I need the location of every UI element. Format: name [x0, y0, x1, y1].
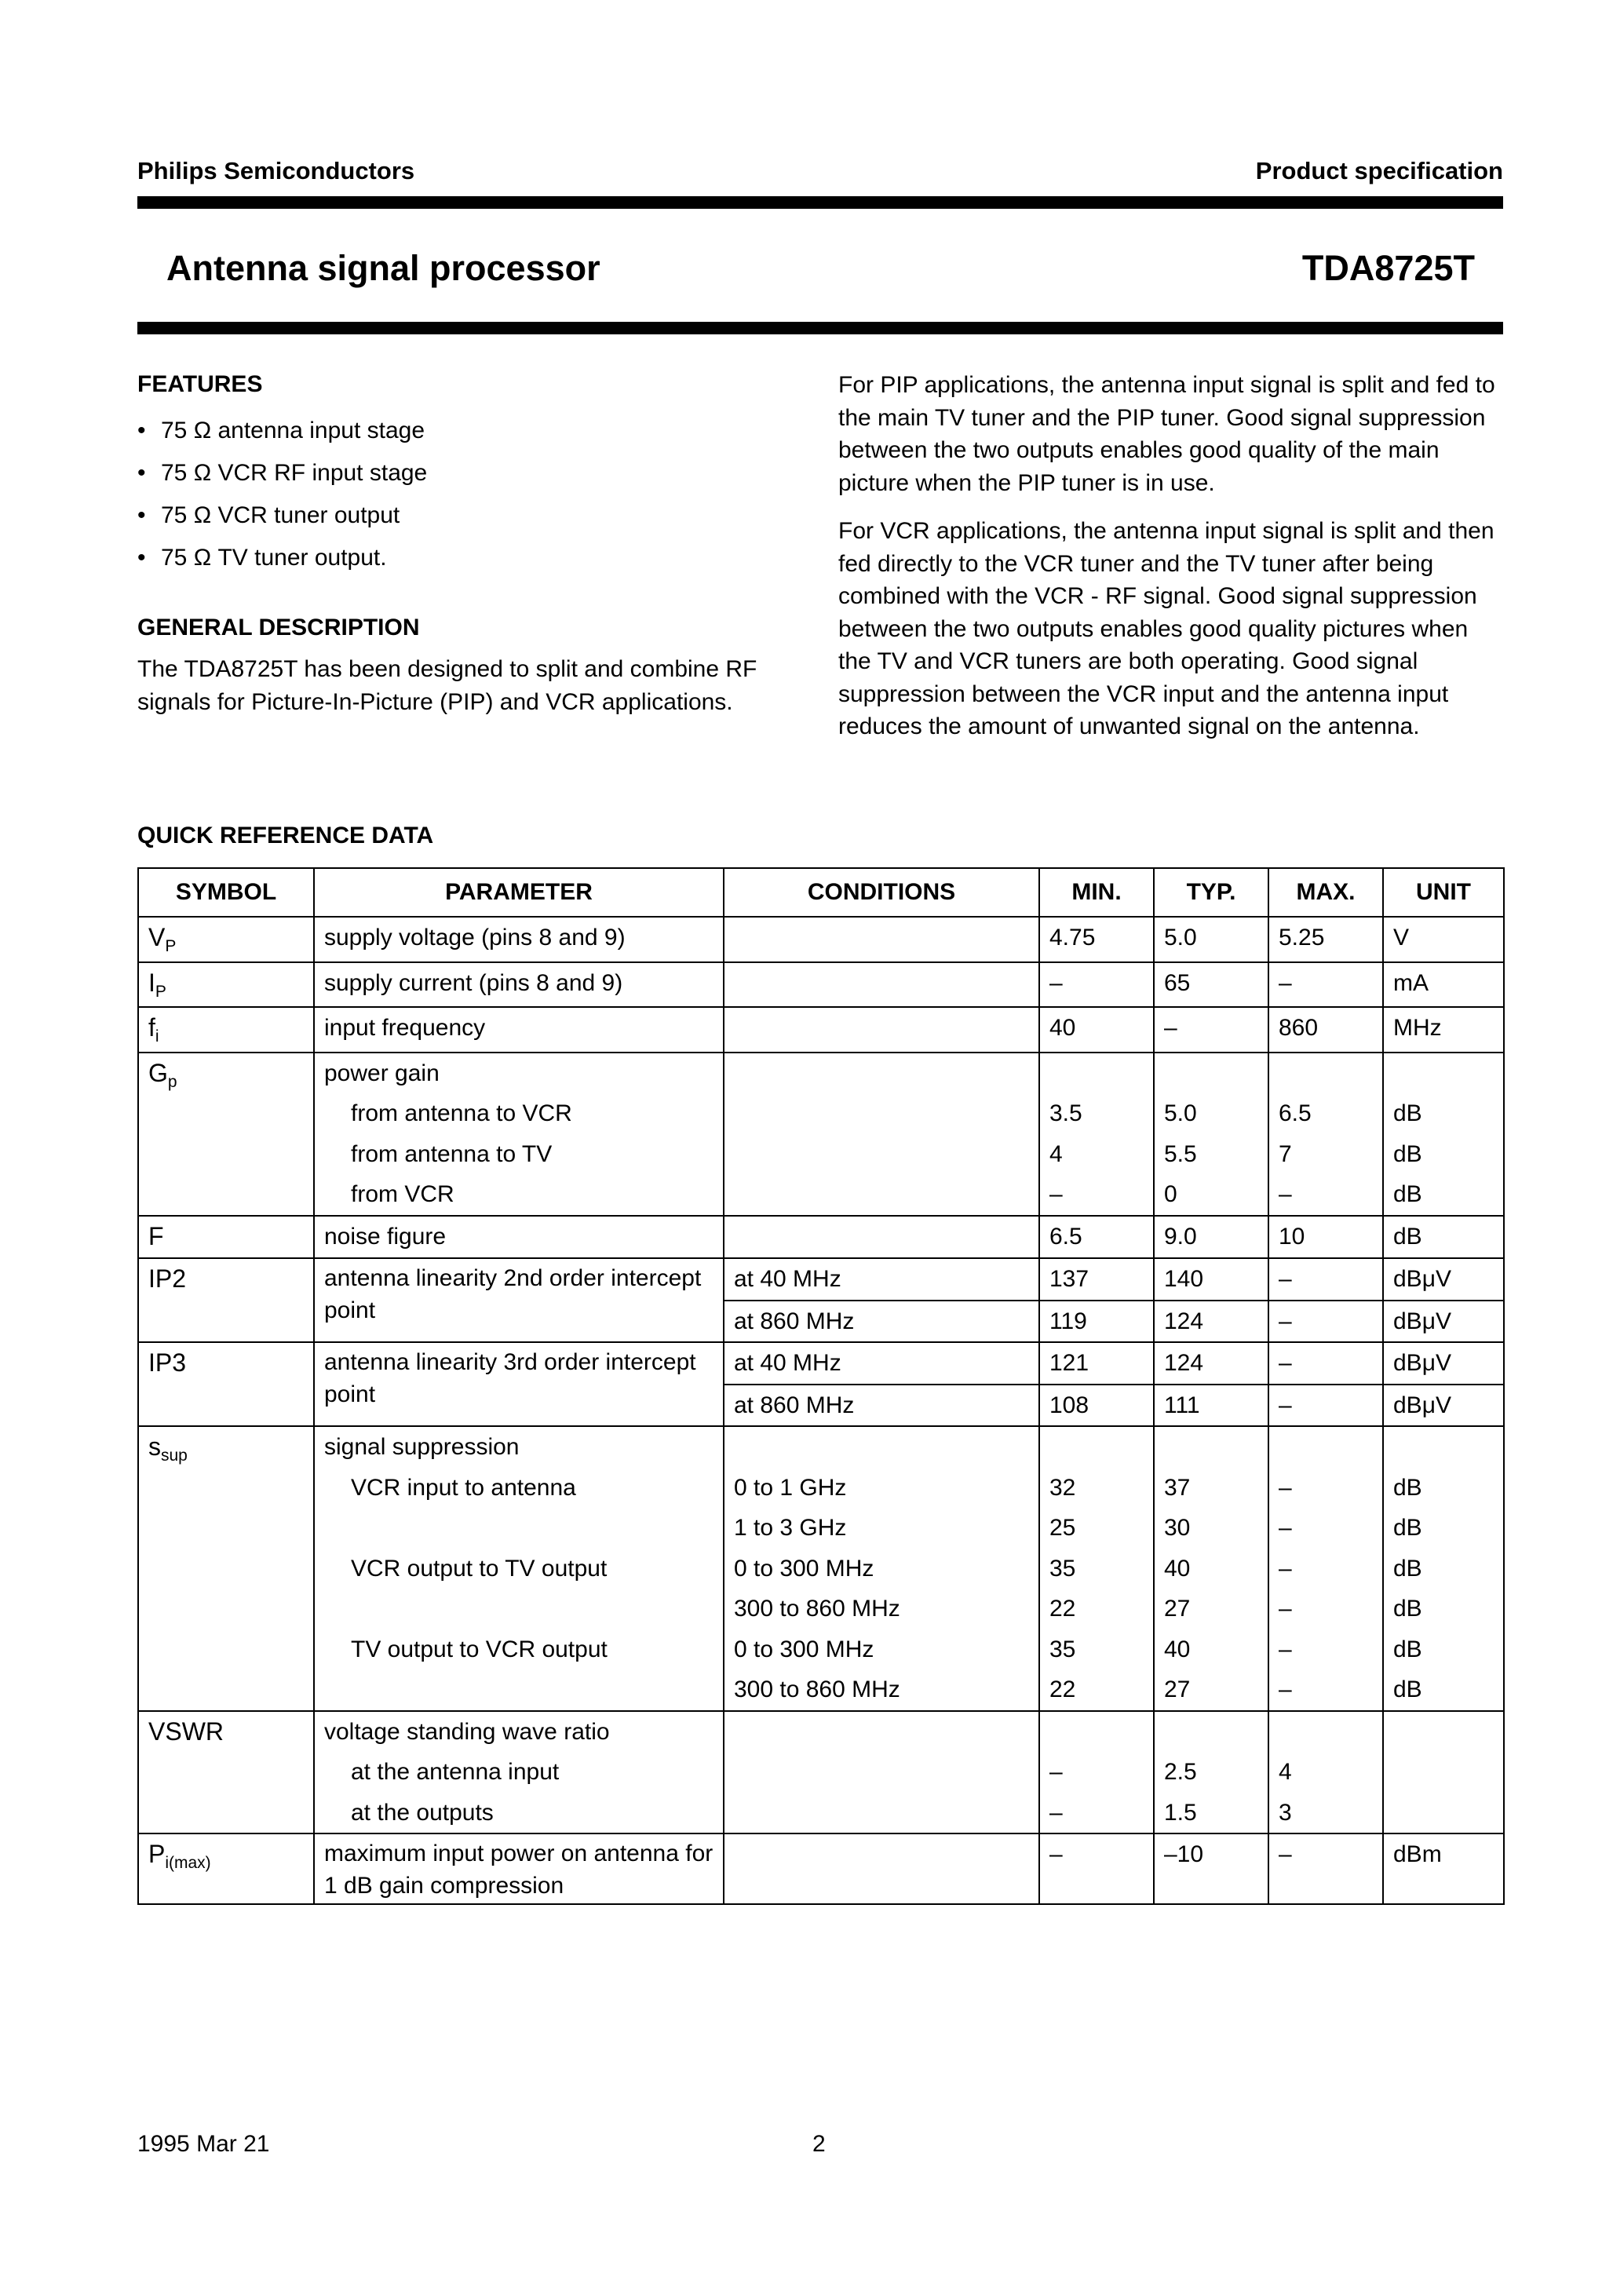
typ-cell	[1154, 1258, 1268, 1301]
conditions-cell	[724, 1301, 1039, 1343]
cell-line	[734, 1834, 1029, 1875]
feature-item: • 75 Ω VCR tuner output	[137, 494, 797, 537]
conditions-cell	[724, 962, 1039, 1008]
parameter-cell	[314, 1007, 724, 1053]
cell-line: V	[1393, 925, 1410, 950]
cell-line: dB	[1393, 1140, 1422, 1167]
cell-line: 5.5	[1164, 1140, 1197, 1167]
symbol-main: F	[148, 1221, 164, 1250]
max-cell	[1268, 1053, 1383, 1216]
cell-line: 65	[1164, 969, 1191, 996]
cell-line: –	[1279, 1350, 1292, 1376]
unit-cell	[1383, 1053, 1504, 1216]
cell-line: –10	[1164, 1841, 1204, 1867]
cell-line: 860	[1279, 1015, 1319, 1041]
cell-line: dBμV	[1393, 1266, 1451, 1292]
unit-cell	[1383, 1216, 1504, 1259]
max-cell	[1268, 1258, 1383, 1301]
min-cell	[1039, 917, 1154, 962]
cell-line: supply current (pins 8 and 9)	[324, 969, 623, 996]
feature-item: • 75 Ω TV tuner output.	[137, 537, 797, 579]
cell-line: –	[1049, 969, 1063, 996]
cell-line: –	[1279, 1392, 1292, 1418]
cell-line: mA	[1393, 969, 1429, 996]
cell-line: 40	[1164, 1636, 1191, 1662]
general-description-heading: GENERAL DESCRIPTION	[137, 615, 420, 640]
pip-applications-paragraph: For PIP applications, the antenna input signal is split and fed to the main TV tuner and the PIP tuner. Good signal suppression between the two outputs enables good quality of the main picture when the PIP tuner is in use.	[838, 372, 1495, 496]
conditions-cell	[724, 1833, 1039, 1904]
parameter-cell	[314, 1833, 724, 1904]
max-cell	[1268, 1833, 1383, 1904]
typ-cell	[1154, 1301, 1268, 1343]
cell-line	[734, 1793, 1029, 1833]
symbol-subscript: sup	[161, 1447, 188, 1465]
table-header-row	[138, 868, 1504, 917]
cell-line: –	[1049, 1181, 1063, 1207]
symbol-subscript: i	[155, 1027, 159, 1045]
cell-line: dB	[1393, 1677, 1422, 1702]
table-row	[138, 1711, 1504, 1834]
cell-line: 40	[1049, 1015, 1076, 1041]
cell-line: dBm	[1393, 1841, 1442, 1867]
min-cell	[1039, 1833, 1154, 1904]
cell-line: dB	[1393, 1181, 1422, 1207]
symbol-main: IP3	[148, 1348, 187, 1377]
conditions-cell	[724, 1007, 1039, 1053]
parameter-text: maximum input power on antenna for 1 dB gain compression	[324, 1841, 713, 1899]
cell-line	[1049, 1053, 1144, 1094]
parameter-text: antenna linearity 2nd order intercept point	[324, 1265, 702, 1323]
conditions-cell	[724, 917, 1039, 962]
cell-line	[734, 1134, 1029, 1175]
column-header: CONDITIONS	[724, 868, 1039, 917]
parameter-cell	[314, 1053, 724, 1216]
table-row	[138, 1342, 1504, 1385]
cell-line: from antenna to TV	[351, 1140, 553, 1167]
cell-line: from VCR	[351, 1181, 454, 1207]
cell-line: from antenna to VCR	[351, 1100, 572, 1126]
cell-line	[734, 1053, 1029, 1094]
cell-line: 5.0	[1164, 925, 1197, 950]
quick-reference-heading: QUICK REFERENCE DATA	[137, 823, 434, 848]
unit-cell	[1383, 1385, 1504, 1427]
cell-line: 124	[1164, 1350, 1204, 1376]
max-cell	[1268, 1711, 1383, 1834]
cell-line	[1049, 1427, 1144, 1468]
typ-cell	[1154, 1385, 1268, 1427]
cell-line	[1393, 1053, 1494, 1094]
cell-line	[1393, 1427, 1494, 1468]
typ-cell	[1154, 1342, 1268, 1385]
cell-line: 0	[1164, 1181, 1177, 1207]
cell-line: 6.5	[1279, 1100, 1312, 1126]
header-rule-top	[137, 196, 1503, 209]
parameter-cell	[314, 1342, 724, 1426]
cell-line: 37	[1164, 1474, 1191, 1501]
cell-line: power gain	[324, 1060, 440, 1086]
cell-line	[1393, 1752, 1494, 1793]
symbol-cell	[138, 962, 314, 1008]
cell-line	[1279, 1712, 1373, 1753]
unit-cell	[1383, 1301, 1504, 1343]
cell-line: 25	[1049, 1515, 1076, 1541]
cell-line	[734, 918, 1029, 958]
typ-cell	[1154, 962, 1268, 1008]
cell-line: VCR input to antenna	[351, 1474, 576, 1501]
cell-line: –	[1279, 1841, 1292, 1867]
min-cell	[1039, 1007, 1154, 1053]
typ-cell	[1154, 1711, 1268, 1834]
cell-line	[324, 1508, 713, 1549]
cell-line: –	[1279, 1308, 1292, 1334]
conditions-cell	[724, 1385, 1039, 1427]
cell-line	[324, 1589, 713, 1629]
typ-cell	[1154, 1053, 1268, 1216]
max-cell	[1268, 1216, 1383, 1259]
typ-cell	[1154, 1833, 1268, 1904]
cell-line: at the antenna input	[351, 1759, 560, 1785]
column-header: PARAMETER	[314, 868, 724, 917]
cell-line: –	[1279, 1636, 1292, 1662]
parameter-cell	[314, 1426, 724, 1711]
cell-line: –	[1049, 1841, 1063, 1867]
cell-line	[734, 1174, 1029, 1215]
parameter-cell	[314, 917, 724, 962]
conditions-cell	[724, 1258, 1039, 1301]
company-name: Philips Semiconductors	[137, 157, 415, 184]
cell-line: –	[1279, 969, 1292, 996]
quick-reference-table	[137, 867, 1505, 1905]
symbol-cell	[138, 917, 314, 962]
cell-line: 108	[1049, 1392, 1089, 1418]
cell-line	[1164, 1053, 1258, 1094]
cell-line: 5.0	[1164, 1100, 1197, 1126]
symbol-cell	[138, 1053, 314, 1216]
table-row	[138, 917, 1504, 962]
cell-line: 119	[1049, 1308, 1087, 1334]
cell-line: 5.25	[1279, 925, 1325, 950]
cell-line: –	[1279, 1596, 1292, 1622]
cell-line: 7	[1279, 1140, 1292, 1167]
typ-cell	[1154, 1216, 1268, 1259]
column-header: MAX.	[1268, 868, 1383, 917]
cell-line	[734, 1008, 1029, 1049]
cell-line	[1393, 1793, 1494, 1833]
feature-item: • 75 Ω antenna input stage	[137, 410, 797, 452]
symbol-subscript: p	[167, 1072, 177, 1091]
cell-line: dB	[1393, 1223, 1422, 1250]
cell-line: 111	[1164, 1392, 1200, 1418]
cell-line: dBμV	[1393, 1308, 1451, 1334]
column-header: MIN.	[1039, 868, 1154, 917]
cell-line: 32	[1049, 1474, 1076, 1501]
symbol-main: I	[148, 968, 155, 997]
cell-line: 27	[1164, 1596, 1191, 1622]
cell-line	[734, 963, 1029, 1004]
feature-item: • 75 Ω VCR RF input stage	[137, 452, 797, 494]
spec-type: Product specification	[1255, 157, 1503, 184]
cell-line: input frequency	[324, 1015, 486, 1041]
min-cell	[1039, 1258, 1154, 1301]
cell-line	[734, 1427, 1029, 1468]
table-body	[138, 917, 1504, 1904]
cell-line	[734, 1712, 1029, 1753]
cell-line	[734, 1093, 1029, 1134]
parameter-cell	[314, 1258, 724, 1342]
cell-line: 0 to 300 MHz	[734, 1555, 874, 1582]
cell-line: VCR output to TV output	[351, 1555, 608, 1582]
symbol-cell	[138, 1426, 314, 1711]
cell-line: –	[1164, 1015, 1177, 1041]
unit-cell	[1383, 1258, 1504, 1301]
min-cell	[1039, 1711, 1154, 1834]
parameter-cell	[314, 1711, 724, 1834]
cell-line: 35	[1049, 1636, 1076, 1662]
cell-line: at 40 MHz	[734, 1266, 841, 1292]
column-header: TYP.	[1154, 868, 1268, 917]
cell-line: –	[1049, 1759, 1063, 1785]
cell-line: 22	[1049, 1677, 1076, 1702]
typ-cell	[1154, 1426, 1268, 1711]
cell-line: dB	[1393, 1596, 1422, 1622]
column-header: UNIT	[1383, 868, 1504, 917]
min-cell	[1039, 1301, 1154, 1343]
table-row	[138, 962, 1504, 1008]
cell-line: 0 to 1 GHz	[734, 1474, 847, 1501]
cell-line	[1164, 1427, 1258, 1468]
cell-line	[1279, 1427, 1373, 1468]
cell-line: noise figure	[324, 1223, 447, 1250]
max-cell	[1268, 1342, 1383, 1385]
cell-line: dB	[1393, 1100, 1422, 1126]
general-description-text: The TDA8725T has been designed to split and combine RF signals for Picture-In-Picture (PIP) and VCR applications.	[137, 656, 757, 715]
symbol-main: f	[148, 1013, 155, 1042]
cell-line: –	[1279, 1555, 1292, 1582]
unit-cell	[1383, 1711, 1504, 1834]
symbol-main: IP2	[148, 1264, 187, 1293]
cell-line: 1.5	[1164, 1799, 1197, 1826]
conditions-cell	[724, 1342, 1039, 1385]
table-row	[138, 1426, 1504, 1711]
cell-line: 3.5	[1049, 1100, 1082, 1126]
cell-line: 121	[1049, 1350, 1089, 1376]
cell-line: 10	[1279, 1223, 1305, 1250]
conditions-cell	[724, 1053, 1039, 1216]
typ-cell	[1154, 1007, 1268, 1053]
cell-line: 2.5	[1164, 1759, 1197, 1785]
features-list	[137, 410, 797, 579]
symbol-main: s	[148, 1432, 161, 1461]
cell-line: MHz	[1393, 1015, 1442, 1041]
part-number: TDA8725T	[1301, 248, 1475, 288]
page-title: Antenna signal processor	[166, 248, 600, 288]
parameter-text: antenna linearity 3rd order intercept point	[324, 1349, 696, 1407]
cell-line: 137	[1049, 1266, 1089, 1292]
cell-line: 1 to 3 GHz	[734, 1515, 847, 1541]
table-row	[138, 1216, 1504, 1259]
table-row	[138, 1258, 1504, 1301]
max-cell	[1268, 962, 1383, 1008]
table-row	[138, 1833, 1504, 1904]
symbol-cell	[138, 1007, 314, 1053]
cell-line	[1393, 1712, 1494, 1753]
cell-line: at 860 MHz	[734, 1308, 855, 1334]
cell-line: –	[1279, 1677, 1292, 1702]
cell-line: dB	[1393, 1555, 1422, 1582]
cell-line: signal suppression	[324, 1434, 520, 1460]
unit-cell	[1383, 1342, 1504, 1385]
symbol-main: G	[148, 1058, 168, 1087]
symbol-main: VSWR	[148, 1717, 224, 1746]
max-cell	[1268, 1385, 1383, 1427]
cell-line: 27	[1164, 1677, 1191, 1702]
unit-cell	[1383, 1426, 1504, 1711]
cell-line: dB	[1393, 1636, 1422, 1662]
cell-line: 35	[1049, 1555, 1076, 1582]
min-cell	[1039, 1426, 1154, 1711]
min-cell	[1039, 962, 1154, 1008]
vcr-applications-paragraph: For VCR applications, the antenna input signal is split and then fed directly to the VCR tuner and the TV tuner after being combined with the VCR - RF signal. Good signal suppression between the two outputs enables good quality pictures when the TV and VCR tuners are both operating. Good signal suppression between the VCR input and the antenna input reduces the amount of unwanted signal on the antenna.	[838, 518, 1494, 739]
cell-line: 40	[1164, 1555, 1191, 1582]
cell-line: 6.5	[1049, 1223, 1082, 1250]
parameter-cell	[314, 962, 724, 1008]
symbol-main: V	[148, 923, 166, 951]
cell-line: 300 to 860 MHz	[734, 1677, 900, 1702]
cell-line: dBμV	[1393, 1350, 1451, 1376]
cell-line: at 40 MHz	[734, 1350, 841, 1376]
cell-line: at 860 MHz	[734, 1392, 855, 1418]
cell-line: –	[1279, 1266, 1292, 1292]
min-cell	[1039, 1053, 1154, 1216]
cell-line: TV output to VCR output	[351, 1636, 608, 1662]
symbol-cell	[138, 1216, 314, 1259]
symbol-main: P	[148, 1840, 166, 1868]
cell-line: at the outputs	[351, 1799, 494, 1826]
max-cell	[1268, 1426, 1383, 1711]
conditions-cell	[724, 1216, 1039, 1259]
symbol-cell	[138, 1711, 314, 1834]
column-header: SYMBOL	[138, 868, 314, 917]
cell-line	[1164, 1712, 1258, 1753]
cell-line: –	[1049, 1799, 1063, 1826]
cell-line: 4.75	[1049, 925, 1096, 950]
max-cell	[1268, 1007, 1383, 1053]
footer-date: 1995 Mar 21	[137, 2131, 270, 2157]
symbol-subscript: i(max)	[165, 1854, 211, 1872]
min-cell	[1039, 1342, 1154, 1385]
typ-cell	[1154, 917, 1268, 962]
cell-line	[1279, 1053, 1373, 1094]
header-rule-bottom	[137, 322, 1503, 334]
cell-line: voltage standing wave ratio	[324, 1718, 610, 1745]
left-column	[137, 369, 797, 734]
unit-cell	[1383, 917, 1504, 962]
min-cell	[1039, 1385, 1154, 1427]
symbol-subscript: P	[165, 937, 177, 955]
cell-line	[324, 1669, 713, 1710]
cell-line	[734, 1752, 1029, 1793]
conditions-cell	[724, 1711, 1039, 1834]
cell-line: 300 to 860 MHz	[734, 1596, 900, 1622]
cell-line: –	[1279, 1181, 1292, 1207]
cell-line: 4	[1279, 1759, 1292, 1785]
symbol-cell	[138, 1258, 314, 1342]
cell-line: 22	[1049, 1596, 1076, 1622]
cell-line: 4	[1049, 1140, 1063, 1167]
features-heading: FEATURES	[137, 371, 263, 397]
unit-cell	[1383, 1007, 1504, 1053]
cell-line: dB	[1393, 1515, 1422, 1541]
parameter-cell	[314, 1216, 724, 1259]
cell-line: 140	[1164, 1266, 1204, 1292]
cell-line: 30	[1164, 1515, 1191, 1541]
cell-line: 0 to 300 MHz	[734, 1636, 874, 1662]
min-cell	[1039, 1216, 1154, 1259]
max-cell	[1268, 1301, 1383, 1343]
cell-line	[1049, 1712, 1144, 1753]
cell-line: 9.0	[1164, 1223, 1197, 1250]
table-row	[138, 1007, 1504, 1053]
conditions-cell	[724, 1426, 1039, 1711]
cell-line: –	[1279, 1515, 1292, 1541]
cell-line	[734, 1217, 1029, 1257]
unit-cell	[1383, 962, 1504, 1008]
symbol-subscript: P	[155, 982, 166, 1001]
symbol-cell	[138, 1342, 314, 1426]
cell-line: supply voltage (pins 8 and 9)	[324, 925, 626, 950]
page-number: 2	[812, 2131, 826, 2157]
right-column	[838, 369, 1505, 759]
table-row	[138, 1053, 1504, 1216]
symbol-cell	[138, 1833, 314, 1904]
cell-line: 124	[1164, 1308, 1204, 1334]
cell-line: 3	[1279, 1799, 1292, 1826]
cell-line: dBμV	[1393, 1392, 1451, 1418]
cell-line: dB	[1393, 1474, 1422, 1501]
cell-line: –	[1279, 1474, 1292, 1501]
unit-cell	[1383, 1833, 1504, 1904]
max-cell	[1268, 917, 1383, 962]
